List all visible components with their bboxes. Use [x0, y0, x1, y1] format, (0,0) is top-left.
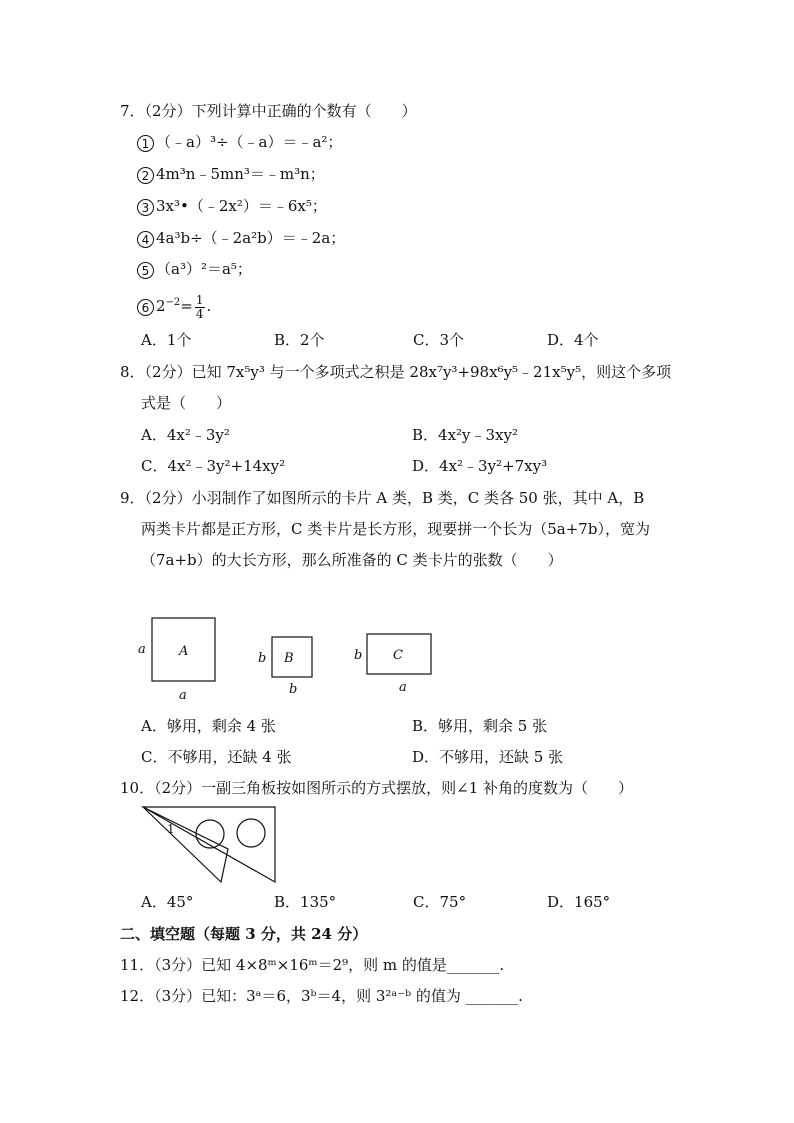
q7-item-1 — [137, 132, 342, 152]
card-b-side-label: b — [258, 651, 267, 666]
q8-option-c[interactable]: C．4x²﹣3y²+14xy² — [141, 457, 286, 475]
q8-stem-line1: 8．（2分）已知 7x⁵y³ 与一个多项式之积是 28x⁷y³+98x⁶y⁵﹣21x⁵y⁵，则这个多项 — [120, 363, 672, 381]
q7-item-2-number: 2 — [137, 167, 154, 184]
q7-item-6-fraction — [195, 294, 205, 321]
q9-option-b[interactable]: B．够用，剩余 5 张 — [412, 717, 548, 735]
q10-option-a[interactable]: A．45° — [141, 893, 194, 911]
card-b-bottom-label: b — [289, 682, 298, 697]
q7-item-3-text: 3x³•（﹣2x²）＝﹣6x⁵； — [156, 197, 327, 215]
q7-item-1-number: 1 — [137, 135, 154, 152]
q11-text: 11．（3分）已知 4×8ᵐ×16ᵐ＝2⁹，则 m 的值是_______. — [120, 956, 505, 974]
q7-item-6-end: . — [206, 297, 212, 315]
fraction-denominator: 4 — [195, 306, 204, 321]
triangle-hole-right — [237, 819, 265, 847]
card-a-label: A — [179, 644, 189, 659]
q7-item-3 — [137, 196, 327, 216]
q9-stem-line2: 两类卡片都是正方形，C 类卡片是长方形，现要拼一个长为（5a+7b），宽为 — [141, 520, 650, 538]
card-b-label: B — [284, 651, 294, 666]
q7-item-6 — [137, 288, 211, 321]
q7-item-5 — [137, 259, 252, 279]
q10-option-b[interactable]: B．135° — [274, 893, 337, 911]
card-c-label: C — [393, 648, 403, 663]
q7-option-a[interactable]: A．1个 — [141, 331, 192, 349]
q7-item-6-number: 6 — [137, 299, 154, 316]
q8-option-a[interactable]: A．4x²﹣3y² — [141, 426, 230, 444]
triangle-ruler-left — [143, 807, 228, 882]
angle-1-label: 1 — [167, 822, 175, 836]
section-2-title: 二、填空题（每题 3 分，共 24 分） — [120, 925, 368, 943]
q7-item-4 — [137, 228, 345, 248]
q9-option-a[interactable]: A．够用，剩余 4 张 — [141, 717, 276, 735]
q7-item-6-base: 2 — [156, 297, 166, 315]
q7-item-5-text: （a³）²＝a⁵； — [156, 260, 252, 278]
q7-option-b[interactable]: B．2个 — [274, 331, 325, 349]
card-a-bottom-label: a — [179, 688, 187, 703]
q7-item-6-equals: = — [180, 297, 193, 315]
q7-item-4-text: 4a³b÷（﹣2a²b）＝﹣2a； — [156, 229, 346, 247]
card-c-side-label: b — [354, 648, 363, 663]
q7-item-2 — [137, 164, 325, 184]
q10-stem: 10．（2分）一副三角板按如图所示的方式摆放，则∠1 补角的度数为（ ） — [120, 779, 634, 797]
triangle-hole-left — [196, 820, 224, 848]
q8-option-b[interactable]: B．4x²y﹣3xy² — [412, 426, 519, 444]
q10-option-d[interactable]: D．165° — [547, 893, 611, 911]
q9-stem-line3: （7a+b）的大长方形，那么所准备的 C 类卡片的张数（ ） — [141, 551, 563, 569]
q9-option-d[interactable]: D．不够用，还缺 5 张 — [412, 748, 564, 766]
card-c-bottom-label: a — [399, 680, 407, 695]
q10-option-c[interactable]: C．75° — [413, 893, 467, 911]
q10-triangle-figure — [138, 802, 283, 887]
q7-item-2-text: 4m³n﹣5mn³＝﹣m³n； — [156, 165, 325, 183]
q8-stem-line2: 式是（ ） — [141, 394, 232, 412]
q9-option-c[interactable]: C．不够用，还缺 4 张 — [141, 748, 292, 766]
q7-item-1-text: （﹣a）³÷（﹣a）＝﹣a²； — [156, 133, 343, 151]
q7-item-4-number: 4 — [137, 231, 154, 248]
fraction-numerator: 1 — [195, 292, 204, 307]
q12-text: 12．（3分）已知：3ᵃ＝6，3ᵇ＝4，则 3²ᵃ⁻ᵇ 的值为 _______. — [120, 987, 523, 1005]
q9-stem-line1: 9．（2分）小羽制作了如图所示的卡片 A 类，B 类，C 类各 50 张，其中 A，B — [120, 489, 645, 507]
q9-card-figure — [130, 610, 450, 705]
q7-option-c[interactable]: C．3个 — [413, 331, 465, 349]
q7-item-3-number: 3 — [137, 199, 154, 216]
q7-option-d[interactable]: D．4个 — [547, 331, 599, 349]
q7-item-6-exponent: −2 — [165, 297, 181, 308]
q7-item-5-number: 5 — [137, 262, 154, 279]
q7-stem: 7．（2分）下列计算中正确的个数有（ ） — [120, 102, 417, 120]
q8-option-d[interactable]: D．4x²﹣3y²+7xy³ — [412, 457, 548, 475]
card-a-side-label: a — [138, 642, 146, 657]
